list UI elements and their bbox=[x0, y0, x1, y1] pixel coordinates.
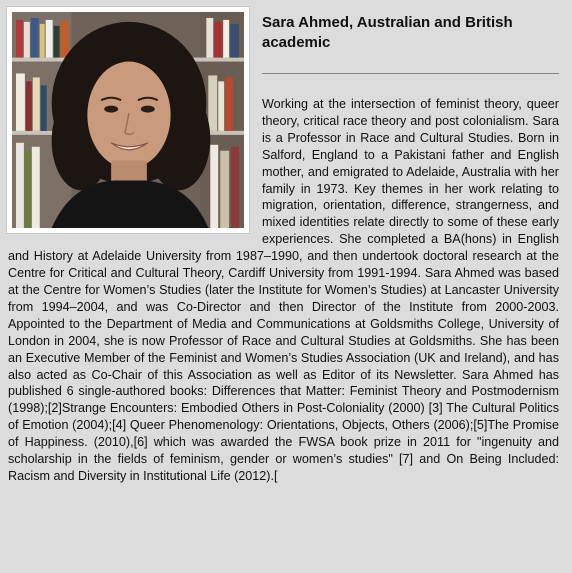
photo-wrap-spacer bbox=[8, 96, 262, 246]
biography-text bbox=[8, 96, 559, 485]
profile-title: Sara Ahmed, Australian and British academic bbox=[262, 14, 513, 51]
biography-content: Working at the intersection of feminist theory, queer theory, critical race theory and post colonialism. Sara is a Professor in Race and Cultural Studies. Born in Salford, England to a Pakistani father and English mother, and emigrated to Adelaide, Australia with her family in 1973. Key themes in her work relating to migration, orientation, difference, strangerness, and mixed identities relate directly to some of these early experiences. She completed a BA(hons) in English and History at Adelaide University from 1987–1990, and then undertook doctoral research at the Centre for Critical and Cultural Theory, Cardiff University from 1991-1994. Sara Ahmed was based at the Centre for Women’s Studies (later the Institute for Women’s Studies) at Lancaster University from 1994–2004, and was Co-Director and then Director of the Institute from 2000-2003. Appointed to the Department of Media and Communications at Goldsmiths College, University of London in 2004, she is now Professor of Race and Cultural Studies at Goldsmiths. She has been an Executive Member of the Feminist and Women’s Studies Association (UK and Ireland), and has also acted as Co-Chair of this Association as well as Editor of its Newsletter. Sara Ahmed has published 6 single-authored books: Differences that Matter: Feminist Theory and Postmodernism (1998);[2]Strange Encounters: Embodied Others in Post-Coloniality (2000) [3] The Cultural Politics of Emotion (2004);[4] Queer Phenomenology: Orientations, Objects, Others (2006);[5]The Promise of Happiness. (2010),[6] which was awarded the FWSA book prize in 2011 for "ingenuity and scholarship in the fields of feminism, gender or women’s studies" [7] and On Being Included: Racism and Diversity in Institutional Life (2012).[ bbox=[8, 97, 559, 483]
title-divider bbox=[262, 73, 559, 74]
